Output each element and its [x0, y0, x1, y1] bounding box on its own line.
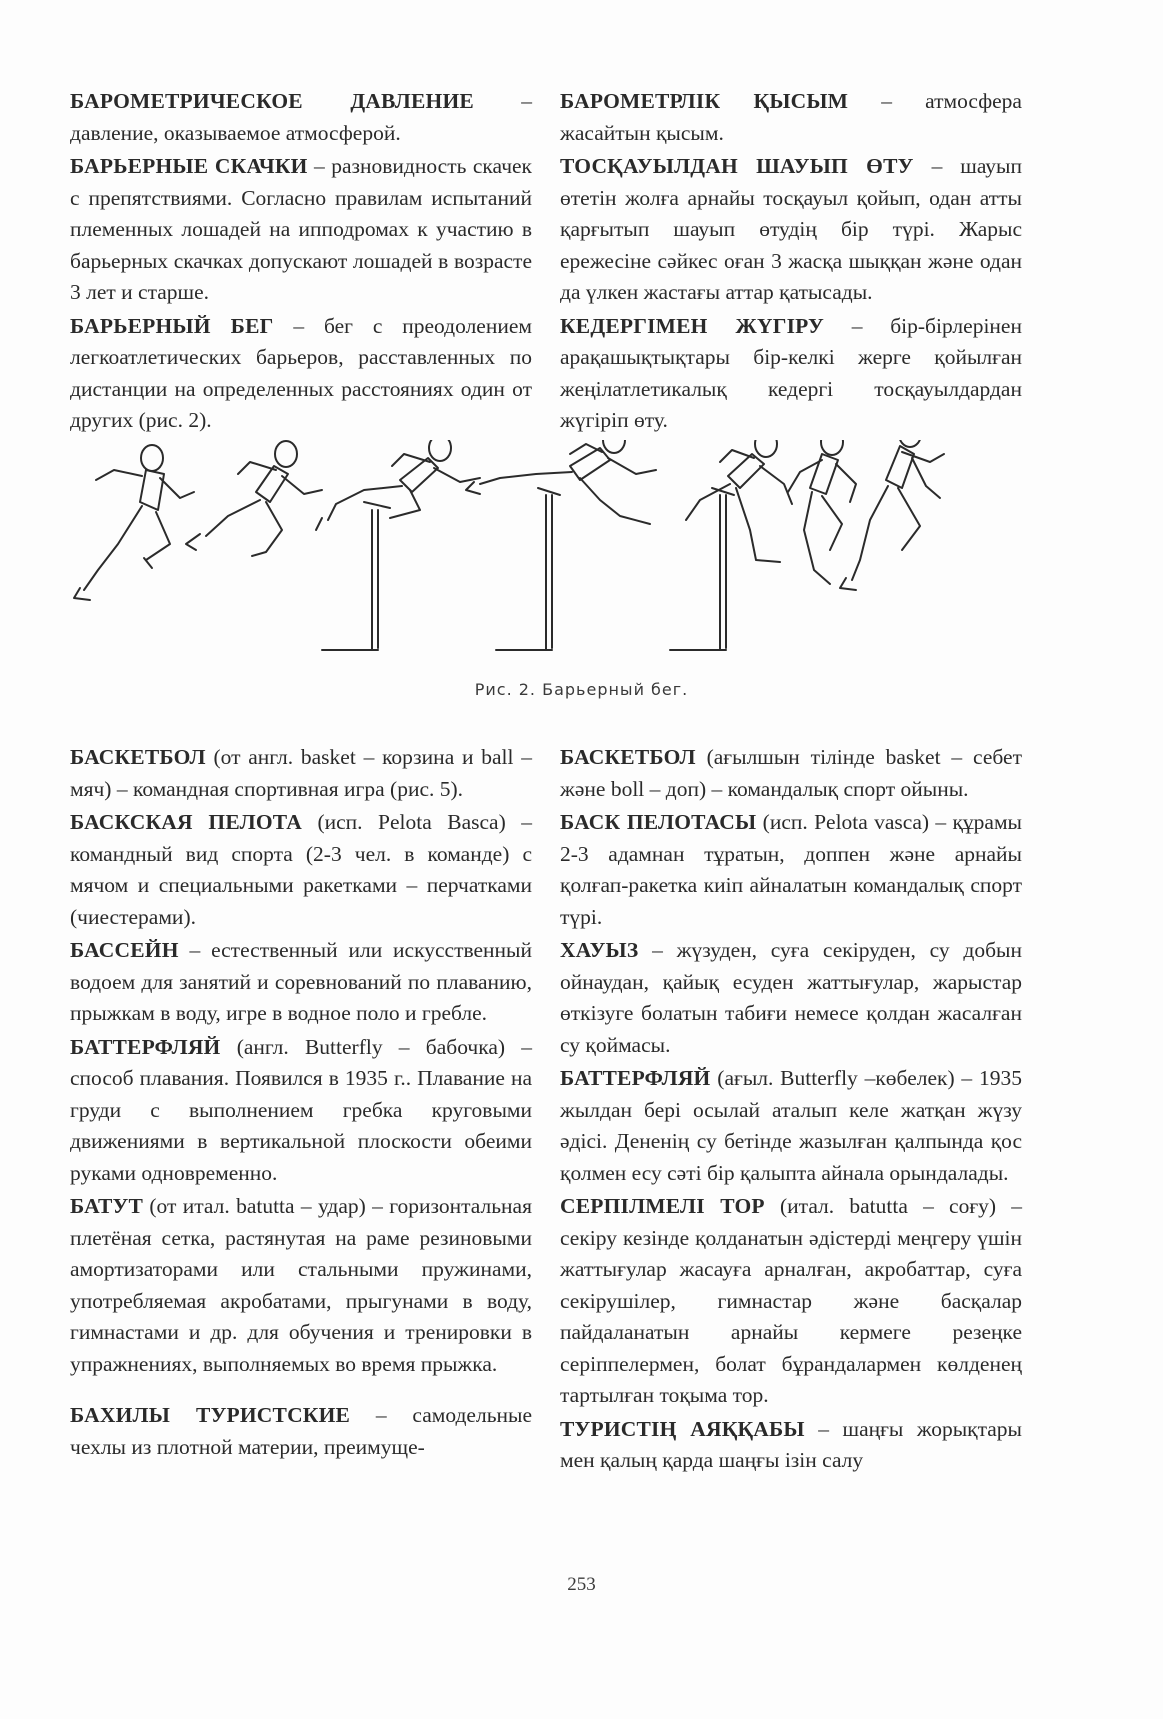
- dictionary-entry: [70, 1191, 532, 1380]
- entry-definition: – давление, оказываемое атмосферой.: [70, 89, 532, 145]
- entry-definition: – шаңғы жорықтары мен қалың қарда шаңғы ізін салу: [560, 1416, 1022, 1472]
- entry-definition: – бір-бірлерінен арақашықтықтары бір-келкі жерге қойылған жеңілатлетикалық кедергі тосқауылдардан жүгіріп өту.: [560, 313, 1022, 432]
- dictionary-entry: [560, 151, 1022, 309]
- entry-term: БАСКЕТБОЛ: [560, 745, 696, 769]
- dictionary-entry: [560, 1191, 1022, 1412]
- dictionary-entry: [70, 742, 532, 805]
- entry-definition: – жүзуден, суға секіруден, су добын ойнаудан, қайық есуден жаттығулар, жарыстар өткізуге болатын табиғи немесе қолдан жасалған су қоймасы.: [560, 938, 1022, 1057]
- bottom-russian-column: [70, 742, 532, 1465]
- page-number: 253: [567, 1574, 596, 1595]
- runner-5: [686, 440, 792, 562]
- entry-term: БАРОМЕТРИЧЕСКОЕ ДАВЛЕНИЕ: [70, 89, 474, 113]
- runner-7: [840, 440, 944, 590]
- runner-4: [466, 440, 656, 524]
- dictionary-entry: [70, 1400, 532, 1463]
- entry-definition: – разновидность скачек с препятствиями. Согласно правилам испытаний племенных лошадей на ипподромах к участию в барьерных скачках допускают лошадей в возрасте 3 лет и старше.: [70, 154, 532, 304]
- entry-term: БАРЬЕРНЫЙ БЕГ: [70, 313, 274, 338]
- entry-definition: (англ. Butterfly – бабочка) – способ плавания. Появился в 1935 г.. Плавание на груди с выполнением гребка круговыми движениями в вертикальной плоскости обеими руками одновременно.: [70, 1034, 532, 1185]
- top-russian-column: [70, 86, 532, 439]
- entry-definition: – атмосфера жасайтын қысым.: [560, 89, 1022, 145]
- bottom-kazakh-column: [560, 742, 1022, 1479]
- dictionary-entry: [560, 742, 1022, 805]
- dictionary-entry: [560, 1414, 1022, 1477]
- entry-term: БАССЕЙН: [70, 938, 179, 962]
- entry-definition: (итал. batutta – соғу) – секіру кезінде қолданатын әдістерді меңгеру үшін жаттығулар жасауға арналған, акробаттар, суға секірушілер, гимнастар және басқалар пайдаланатын арнайы кермеге резеңке серіппелермен, болат бұрандалармен көлденең тартылған тоқыма тор.: [560, 1194, 1023, 1407]
- top-kazakh-column: [560, 86, 1022, 439]
- entry-term: БАРЬЕРНЫЕ СКАЧКИ: [70, 154, 308, 178]
- entry-term: ТУРИСТІҢ АЯҚҚАБЫ: [560, 1416, 805, 1441]
- entry-term: БАСКСКАЯ ПЕЛОТА: [70, 810, 302, 834]
- entry-definition: – бег с преодолением легкоатлетических барьеров, расставленных по дистанции на определенных расстояниях один от других (рис. 2).: [70, 313, 533, 432]
- dictionary-entry: [560, 311, 1022, 437]
- entry-definition: (от англ. basket – корзина и ball – мяч) – командная спортивная игра (рис. 5).: [70, 745, 532, 801]
- dictionary-entry: [70, 1032, 532, 1190]
- hurdle-1: [322, 510, 378, 650]
- runner-6: [788, 440, 856, 584]
- dictionary-entry: [70, 311, 532, 437]
- dictionary-entry: [70, 151, 532, 309]
- entry-term: БАСК ПЕЛОТАСЫ: [560, 810, 757, 834]
- hurdle-3: [670, 495, 726, 650]
- entry-definition: (ағыл. Butterfly –көбелек) – 1935 жылдан бері осылай аталып келе жатқан жүзу әдісі. Дененің су бетінде жазылған қалпында қос қолмен есу сәті бір қалыпта айнала орындалады.: [560, 1066, 1022, 1185]
- entry-term: СЕРПІЛМЕЛІ ТОР: [560, 1194, 765, 1218]
- dictionary-entry: [560, 86, 1022, 149]
- dictionary-entry: [560, 807, 1022, 933]
- runner-1: [74, 445, 194, 600]
- hurdle-2: [496, 495, 552, 650]
- entry-term: БАТТЕРФЛЯЙ: [560, 1066, 711, 1090]
- runner-2: [186, 441, 322, 556]
- dictionary-entry: [70, 86, 532, 149]
- entry-term: ТОСҚАУЫЛДАН ШАУЫП ӨТУ: [560, 154, 914, 178]
- entry-term: БАСКЕТБОЛ: [70, 745, 206, 769]
- dictionary-entry: [70, 935, 532, 1030]
- hurdle-race-illustration: [60, 440, 1040, 670]
- entry-term: КЕДЕРГІМЕН ЖҮГІРУ: [560, 313, 824, 338]
- entry-term: БАТТЕРФЛЯЙ: [70, 1034, 221, 1059]
- entry-term: БАХИЛЫ ТУРИСТСКИЕ: [70, 1403, 351, 1427]
- entry-term: БАТУТ: [70, 1194, 144, 1218]
- entry-term: БАРОМЕТРЛІК ҚЫСЫМ: [560, 89, 849, 113]
- entry-definition: (исп. Pelota Basca) – командный вид спорта (2-3 чел. в команде) с мячом и специальными ракетками – перчатками (чиестерами).: [70, 810, 532, 929]
- entry-definition: – шауып өтетін жолға арнайы тосқауыл қойып, одан атты қарғытып шауып өтудің бір түрі. Жарыс ережесіне сәйкес оған 3 жасқа шыққан және одан да үлкен жастағы аттар қатысады.: [560, 154, 1022, 304]
- dictionary-entry: [560, 935, 1022, 1061]
- dictionary-entry: [70, 807, 532, 933]
- runner-3: [316, 440, 480, 530]
- entry-definition: – естественный или искусственный водоем для занятий и соревнований по плаванию, прыжкам в воду, игре в водное поло и гребле.: [70, 938, 532, 1025]
- entry-definition: – самодельные чехлы из плотной материи, преимуще-: [70, 1403, 532, 1459]
- figure-caption: Рис. 2. Барьерный бег.: [474, 680, 689, 699]
- entry-definition: (ағылшын тілінде basket – себет және boll – доп) – командалық спорт ойыны.: [560, 745, 1022, 801]
- entry-definition: (исп. Pelota vasca) – құрамы 2-3 адамнан тұратын, доппен және арнайы қолғап-ракетка киіп айналатын командалық спорт түрі.: [560, 810, 1022, 929]
- entry-term: ХАУЫЗ: [560, 938, 639, 962]
- entry-definition: (от итал. batutta – удар) – горизонтальная плетёная сетка, растянутая на раме резиновыми амортизаторами или стальными пружинами, употребляемая акробатами, прыгунами в воду, гимнастами и др. для обучения и тренировки в упражнениях, выполняемых во время прыжка.: [70, 1194, 532, 1376]
- dictionary-entry: [560, 1063, 1022, 1189]
